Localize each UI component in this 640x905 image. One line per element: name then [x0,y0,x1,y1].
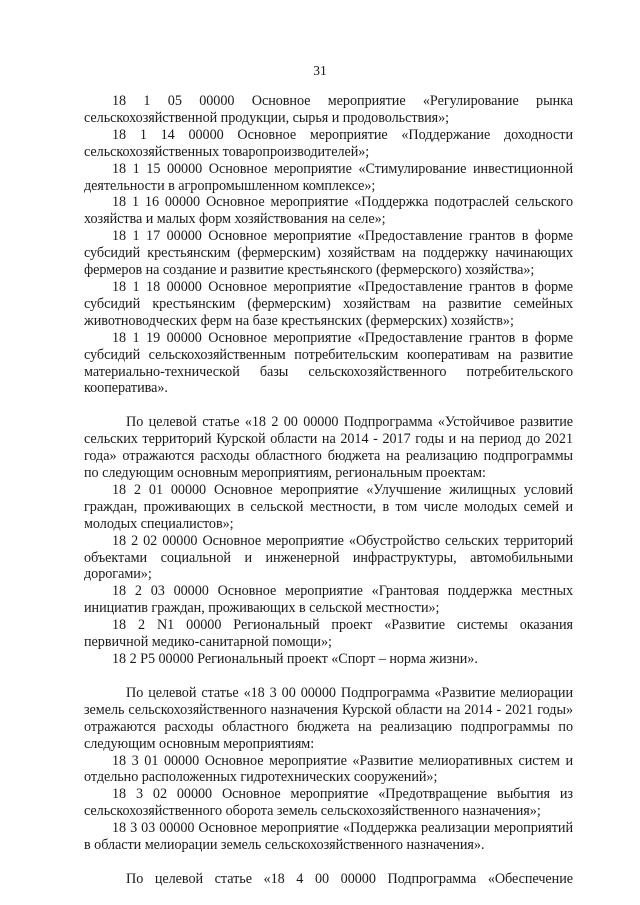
list-item-paragraph: 18 3 01 00000 Основное мероприятие «Развитие мелиоративных систем и отдельно расположенных гидротехнических сооружений»; [84,752,573,786]
paragraph-gap [84,397,573,414]
paragraph-gap [84,854,573,871]
list-item-paragraph: 18 1 15 00000 Основное мероприятие «Стимулирование инвестиционной деятельности в агропромышленном комплексе»; [84,160,573,194]
document-body [84,93,573,888]
list-item-paragraph: 18 1 18 00000 Основное мероприятие «Предоставление грантов в форме субсидий крестьянским (фермерским) хозяйствам на развитие семейных животноводческих ферм на базе крестьянских (фермерских) хозяйств»; [84,278,573,329]
page-number: 31 [313,63,327,78]
list-item-paragraph: 18 1 16 00000 Основное мероприятие «Поддержка подотраслей сельского хозяйства и малых форм хозяйствования на селе»; [84,194,573,228]
list-item-paragraph: 18 2 03 00000 Основное мероприятие «Грантовая поддержка местных инициатив граждан, проживающих в сельской местности»; [84,583,573,617]
list-item-paragraph: 18 1 17 00000 Основное мероприятие «Предоставление грантов в форме субсидий крестьянским (фермерским) хозяйствам на поддержку начинающих фермеров на создание и развитие крестьянского (фермерского) хозяйства»; [84,228,573,279]
section-paragraph: По целевой статье «18 4 00 00000 Подпрограмма «Обеспечение [126,870,573,887]
list-item-paragraph: 18 3 03 00000 Основное мероприятие «Поддержка реализации мероприятий в области мелиорации земель сельскохозяйственного назначения». [84,820,573,854]
list-item-paragraph: 18 3 02 00000 Основное мероприятие «Предотвращение выбытия из сельскохозяйственного оборота земель сельскохозяйственного назначения»; [84,786,573,820]
list-item-paragraph: 18 1 05 00000 Основное мероприятие «Регулирование рынка сельскохозяйственной продукции, сырья и продовольствия»; [84,93,573,126]
paragraph-gap [84,668,573,685]
section-paragraph: По целевой статье «18 2 00 00000 Подпрограмма «Устойчивое развитие сельских территорий Курской области на 2014 - 2017 годы и на период до 2021 года» отражаются расходы областного бюджета на реализацию подпрограммы по следующим основным мероприятиям, региональным проектам: [84,414,573,482]
list-item-paragraph: 18 2 P5 00000 Региональный проект «Спорт – норма жизни». [112,651,478,667]
list-item-paragraph: 18 2 01 00000 Основное мероприятие «Улучшение жилищных условий граждан, проживающих в сельской местности, в том числе молодых семей и молодых специалистов»; [84,481,573,532]
list-item-paragraph: 18 1 19 00000 Основное мероприятие «Предоставление грантов в форме субсидий сельскохозяйственным потребительским кооперативам на развитие материально-технической базы сельскохозяйственного потребительского кооператива». [84,329,573,397]
list-item-paragraph: 18 1 14 00000 Основное мероприятие «Поддержание доходности сельскохозяйственных товаропроизводителей»; [84,126,573,160]
list-item-paragraph: 18 2 N1 00000 Региональный проект «Развитие системы оказания первичной медико-санитарной помощи»; [84,617,573,651]
section-paragraph: По целевой статье «18 3 00 00000 Подпрограмма «Развитие мелиорации земель сельскохозяйственного назначения Курской области на 2014 - 2021 годы» отражаются расходы областного бюджета на реализацию подпрограммы по следующим основным мероприятиям: [84,684,573,752]
list-item-paragraph: 18 2 02 00000 Основное мероприятие «Обустройство сельских территорий объектами социальной и инженерной инфраструктуры, автомобильными дорогами»; [84,532,573,583]
